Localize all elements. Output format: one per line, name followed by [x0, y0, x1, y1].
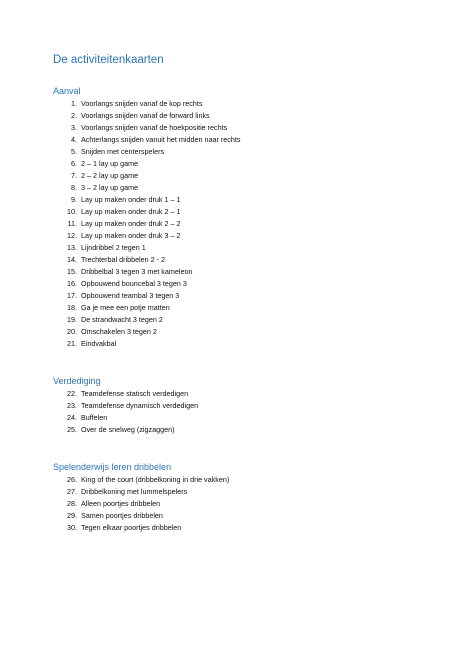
item-text: Omschakelen 3 tegen 2 — [81, 327, 157, 336]
item-text: De strandwacht 3 tegen 2 — [81, 315, 163, 324]
item-text: Lay up maken onder druk 2 – 1 — [81, 207, 181, 216]
item-number: 22. — [67, 389, 77, 398]
item-number: 5. — [71, 147, 77, 156]
item-text: Lay up maken onder druk 3 – 2 — [81, 231, 181, 240]
item-text: 3 – 2 lay up game — [81, 183, 139, 192]
item-number: 17. — [67, 291, 77, 300]
item-text: Lay up maken onder druk 2 – 2 — [81, 219, 181, 228]
item-number: 23. — [67, 401, 77, 410]
item-number: 13. — [67, 243, 77, 252]
item-text: Tegen elkaar poortjes dribbelen — [81, 523, 182, 532]
item-text: Achterlangs snijden vanuit het midden naar rechts — [81, 135, 241, 144]
item-text: King of the court (dribbelkoning in drie vakken) — [81, 475, 230, 484]
item-number: 9. — [71, 195, 77, 204]
section-heading-spelenderwijs: Spelenderwijs leren dribbelen — [53, 462, 172, 472]
item-text: Over de snelweg (zigzaggen) — [81, 425, 175, 434]
item-number: 12. — [67, 231, 77, 240]
item-number: 3. — [71, 123, 77, 132]
item-number: 20. — [67, 327, 77, 336]
item-number: 16. — [67, 279, 77, 288]
item-number: 2. — [71, 111, 77, 120]
item-text: Teamdefense statisch verdedigen — [81, 389, 189, 398]
item-text: Opbouwend bouncebal 3 tegen 3 — [81, 279, 187, 288]
item-text: Trechterbal dribbelen 2 - 2 — [81, 255, 166, 264]
item-text: Ga je mee een potje matten — [81, 303, 170, 312]
item-number: 25. — [67, 425, 77, 434]
item-number: 4. — [71, 135, 77, 144]
item-text: Voorlangs snijden vanaf de hoekpositie rechts — [81, 123, 228, 132]
item-number: 26. — [67, 475, 77, 484]
section-heading-verdediging: Verdediging — [53, 376, 101, 386]
item-text: Voorlangs snijden vanaf de kop rechts — [81, 99, 203, 108]
item-text: Samen poortjes dribbelen — [81, 511, 163, 520]
item-text: Opbouwend teambal 3 tegen 3 — [81, 291, 180, 300]
item-number: 29. — [67, 511, 77, 520]
item-number: 7. — [71, 171, 77, 180]
item-number: 1. — [71, 99, 77, 108]
item-text: Dribbelkoning met lummelspelers — [81, 487, 188, 496]
item-text: 2 – 2 lay up game — [81, 171, 139, 180]
item-text: Voorlangs snijden vanaf de forward links — [81, 111, 210, 120]
item-text: 2 – 1 lay up game — [81, 159, 139, 168]
item-number: 15. — [67, 267, 77, 276]
item-number: 18. — [67, 303, 77, 312]
item-text: Dribbelbal 3 tegen 3 met kameleon — [81, 267, 193, 276]
item-number: 27. — [67, 487, 77, 496]
item-text: Snijden met centerspelers — [81, 147, 165, 156]
item-number: 10. — [67, 207, 77, 216]
item-number: 21. — [67, 339, 77, 348]
item-number: 30. — [67, 523, 77, 532]
item-text: Alleen poortjes dribbelen — [81, 499, 161, 508]
item-number: 6. — [71, 159, 77, 168]
section-heading-aanval: Aanval — [53, 86, 81, 96]
item-number: 28. — [67, 499, 77, 508]
document-title: De activiteitenkaarten — [53, 54, 164, 66]
item-text: Lijndribbel 2 tegen 1 — [81, 243, 146, 252]
item-text: Buffelen — [81, 413, 108, 422]
item-number: 14. — [67, 255, 77, 264]
item-text: Eindvakbal — [81, 339, 117, 348]
item-number: 8. — [71, 183, 77, 192]
item-number: 11. — [67, 219, 77, 228]
item-text: Teamdefense dynamisch verdedigen — [81, 401, 199, 410]
item-text: Lay up maken onder druk 1 – 1 — [81, 195, 181, 204]
item-number: 19. — [67, 315, 77, 324]
item-number: 24. — [67, 413, 77, 422]
